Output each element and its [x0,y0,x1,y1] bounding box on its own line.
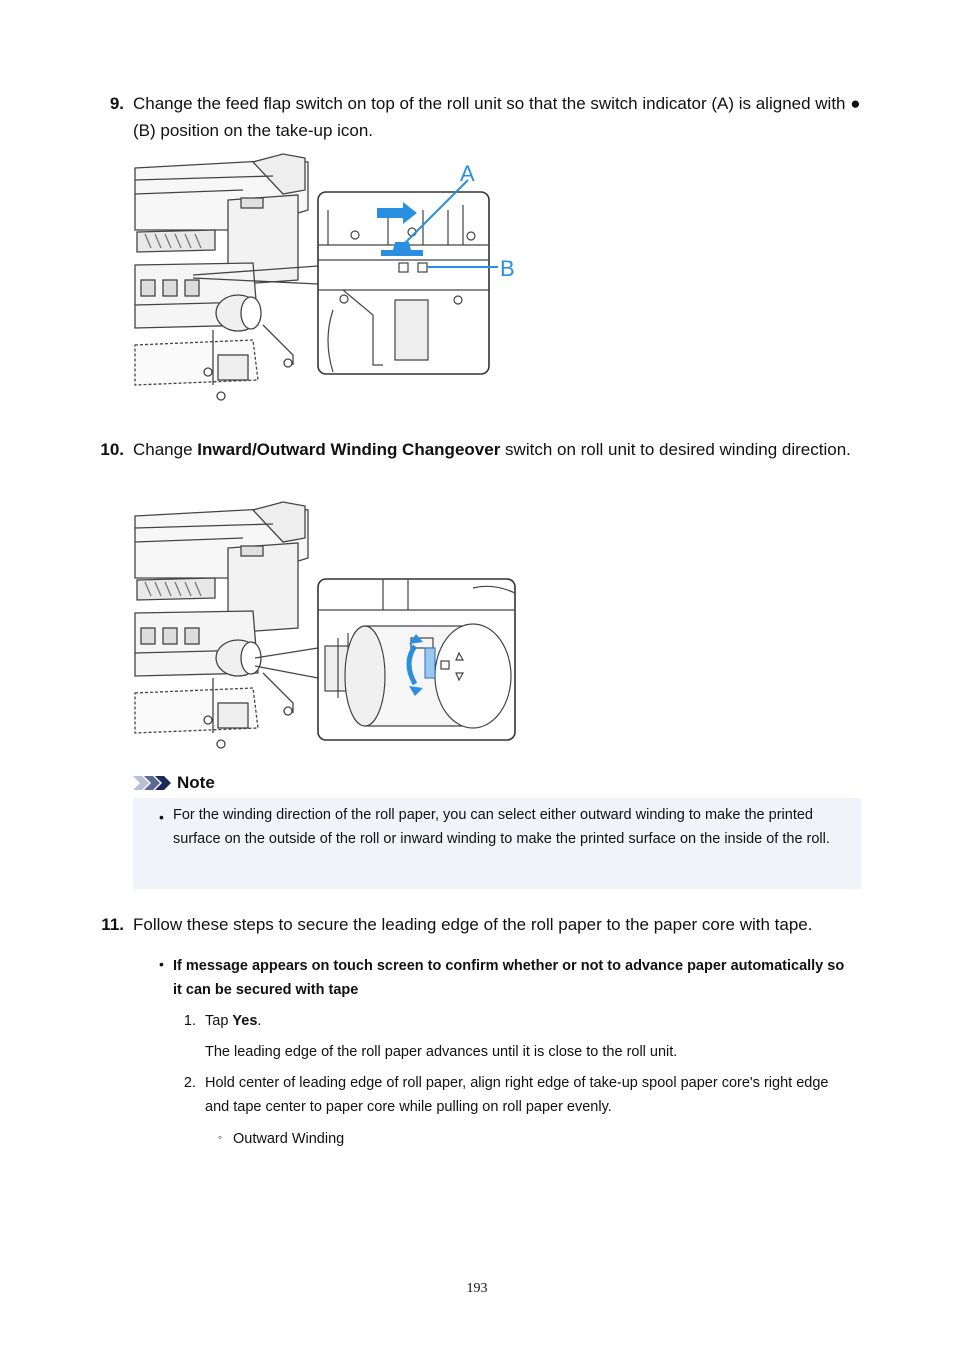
step-number: 10. [100,440,124,459]
ordered-item-1-detail: The leading edge of the roll paper advances until it is close to the roll unit. [205,1044,678,1060]
note-header [133,772,215,794]
bullet-icon: • [159,956,164,972]
note-box [133,798,861,889]
nested-item: Outward Winding [233,1131,345,1147]
label-b: B [500,256,515,281]
step-text: Follow these steps to secure the leading edge of the roll paper to the paper core with tape. [133,915,813,934]
step-text: Change Inward/Outward Winding Changeover switch on roll unit to desired winding direction. [133,440,851,459]
page-number: 193 [466,1281,488,1296]
note-chevrons-icon [133,775,173,791]
note-title: Note [177,773,215,792]
note-item: For the winding direction of the roll paper, you can select either outward winding to make the printed surface on the outside of the roll or inward winding to make the printed surface on the inside of the roll. [173,807,830,847]
ordered-item-2: Hold center of leading edge of roll paper, align right edge of take-up spool paper core's right edge and tape center to paper core while pulling on roll paper evenly. [205,1075,829,1115]
bullet-icon: • [159,809,164,825]
ordered-item-1: Tap Yes. [205,1013,262,1029]
step-text: Change the feed flap switch on top of the roll unit so that the switch indicator (A) is aligned with ● (B) position on the take-up icon. [133,94,861,140]
label-a: A [460,161,475,186]
step-number: 11. [101,915,124,934]
step-number: 9. [109,94,124,113]
circle-bullet-icon: ◦ [218,1132,222,1144]
substep-title: If message appears on touch screen to confirm whether or not to advance paper automatically so it can be secured with tape [173,958,845,998]
feed-flap-switch-illustration [133,150,523,405]
winding-changeover-illustration [133,498,523,750]
ordered-number: 2. [183,1075,196,1091]
ordered-number: 1. [183,1013,196,1029]
